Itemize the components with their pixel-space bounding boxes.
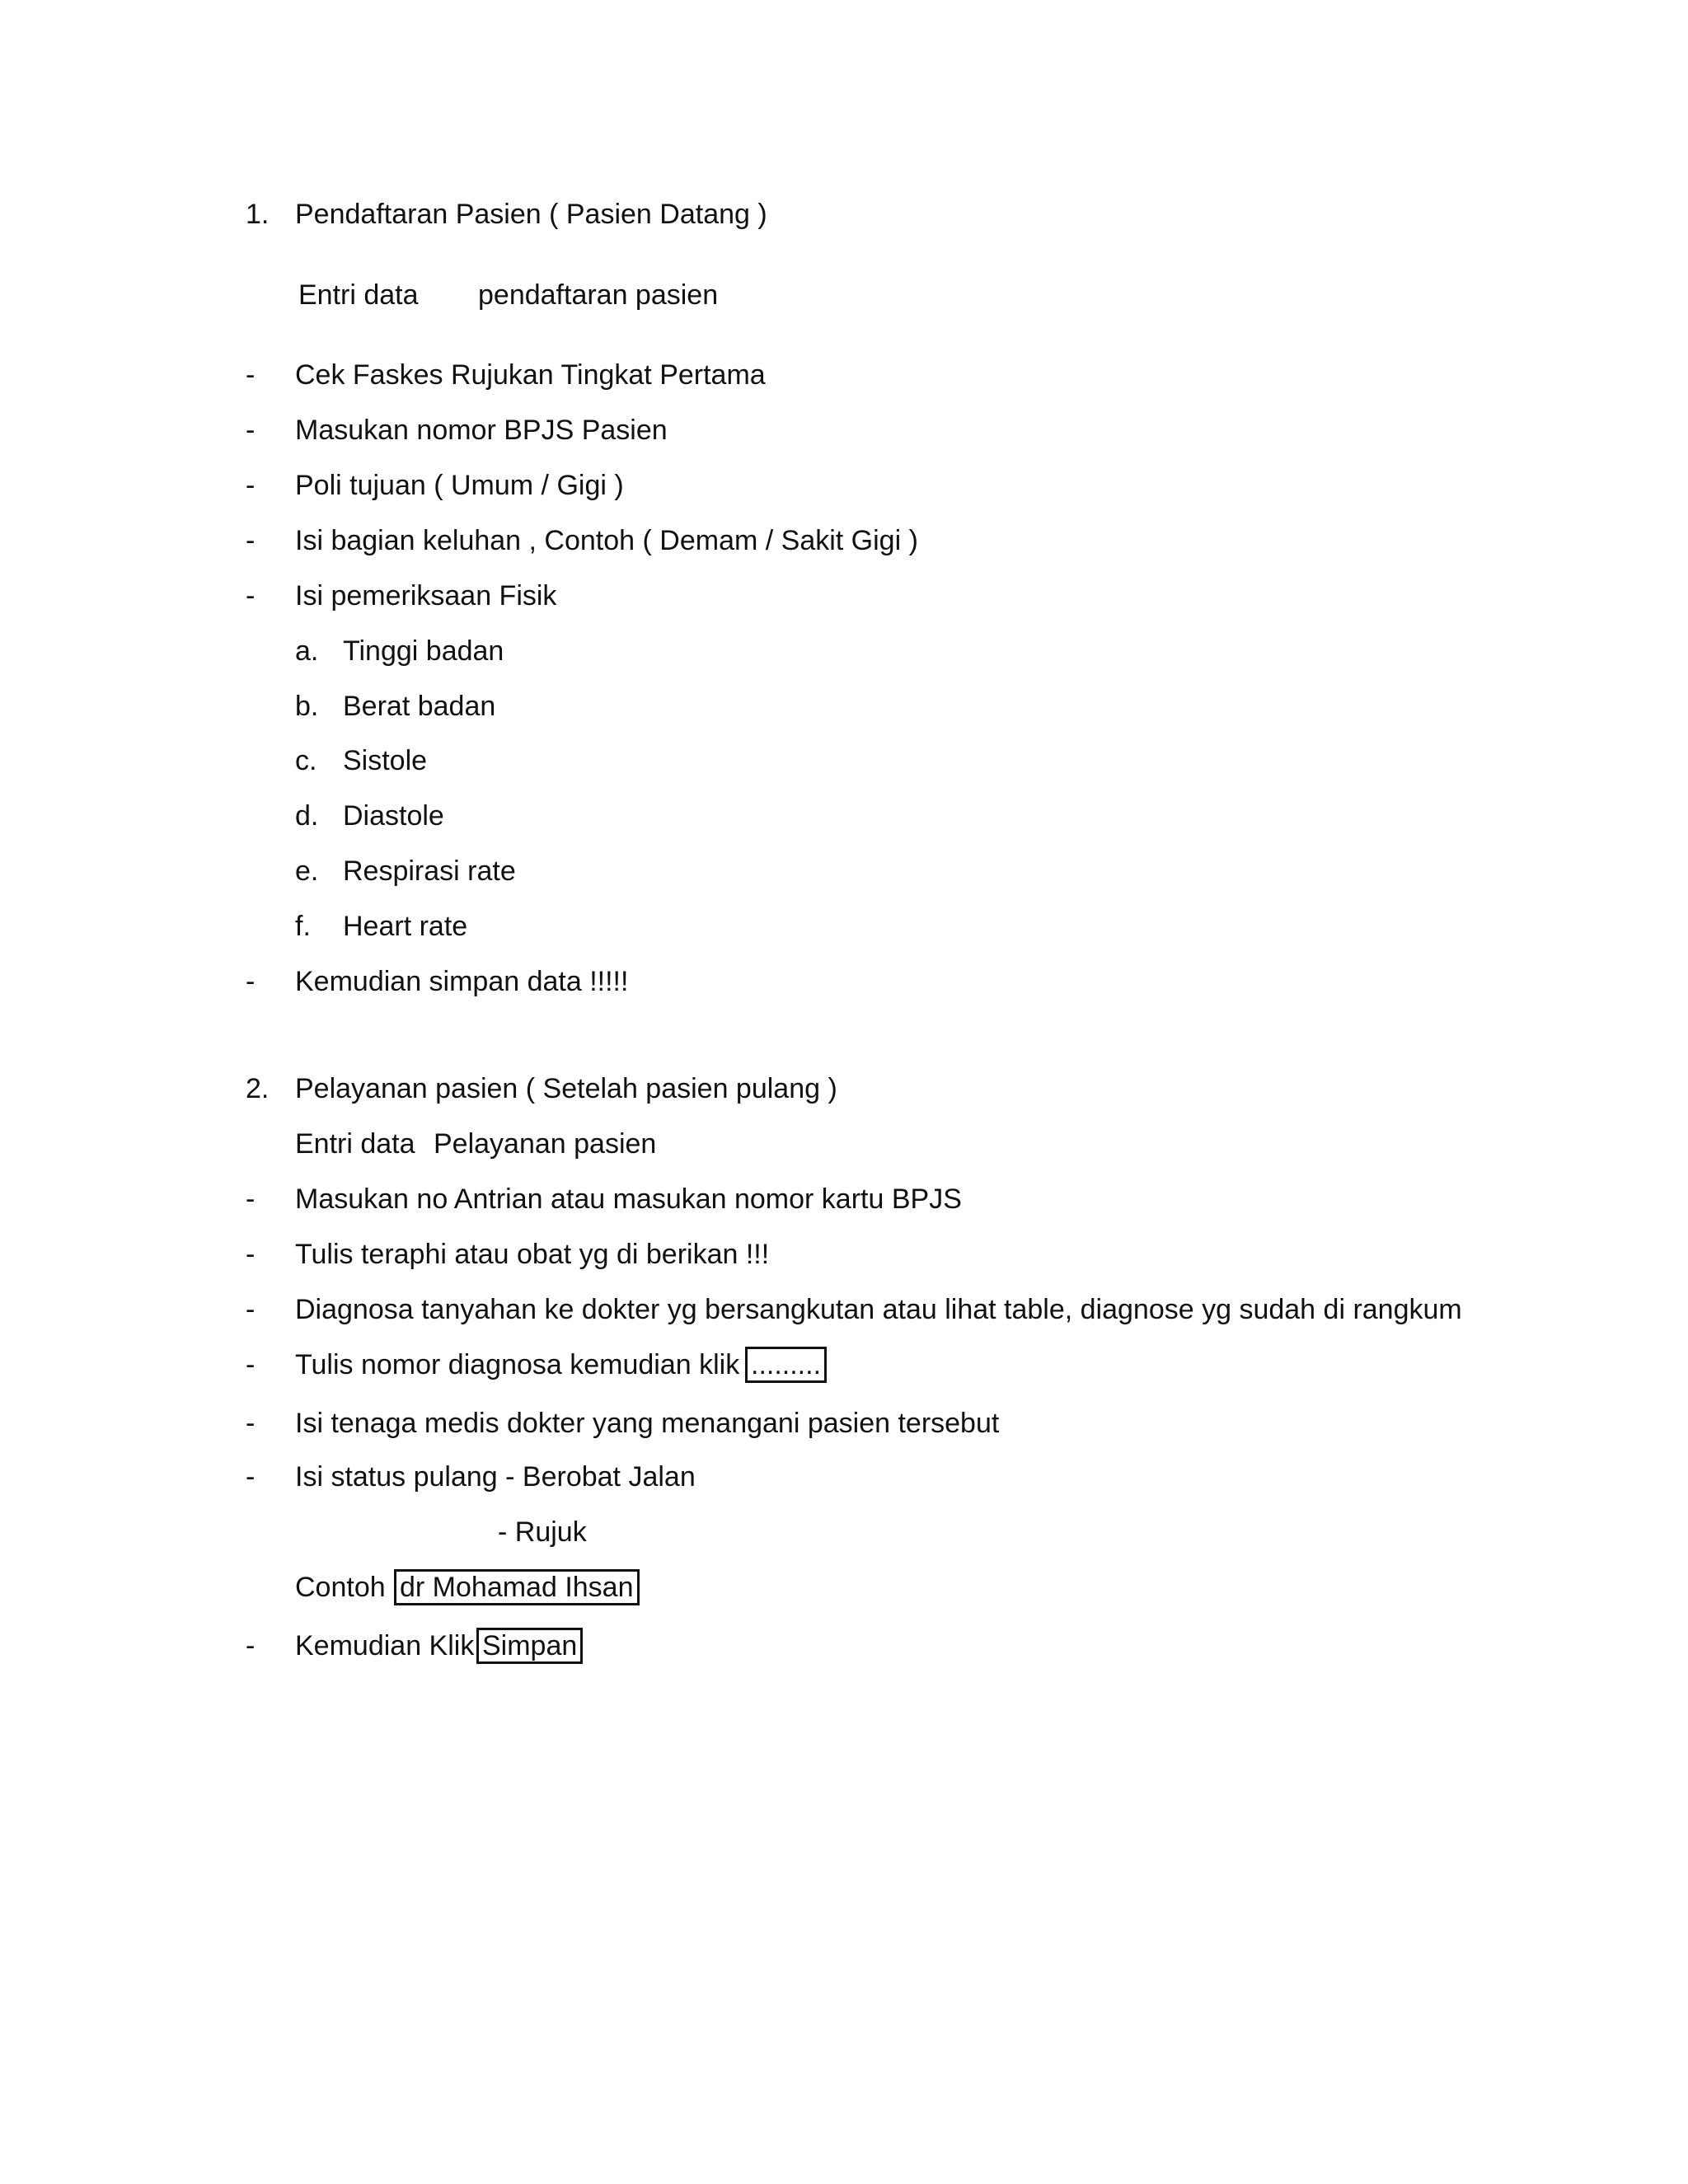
example-label: Contoh <box>295 1572 386 1603</box>
bullet: - <box>246 1239 256 1270</box>
sub-item-sistole: Sistole <box>343 745 428 776</box>
doctor-name-value: dr Mohamad Ihsan <box>394 1569 640 1605</box>
section-1-entry-label: Entri data <box>298 279 419 311</box>
bullet: - <box>246 415 256 446</box>
sub-item-diastole: Diastole <box>343 800 444 832</box>
sub-item-respirasi-rate: Respirasi rate <box>343 855 516 887</box>
doctor-name-field[interactable] <box>394 1569 640 1605</box>
step-isi-keluhan: Isi bagian keluhan , Contoh ( Demam / Sakit Gigi ) <box>295 525 918 556</box>
bullet: - <box>246 1294 256 1325</box>
step-simpan-data: Kemudian simpan data !!!!! <box>295 966 629 997</box>
bullet: - <box>246 525 256 556</box>
diagnosis-ellipsis-label: ......... <box>745 1347 827 1383</box>
section-2-title: Pelayanan pasien ( Setelah pasien pulang ) <box>295 1073 837 1104</box>
step-diagnosa: Diagnosa tanyahan ke dokter yg bersangkutan atau lihat table, diagnose yg sudah di rangkum <box>295 1294 1462 1325</box>
step-masukan-antrian: Masukan no Antrian atau masukan nomor kartu BPJS <box>295 1183 962 1215</box>
bullet: - <box>246 1183 256 1215</box>
step-isi-status-pulang: Isi status pulang - Berobat Jalan <box>295 1461 696 1493</box>
sub-item-tinggi-badan: Tinggi badan <box>343 635 504 667</box>
sub-marker: d. <box>295 800 319 832</box>
sub-marker: b. <box>295 691 319 722</box>
bullet: - <box>246 1408 256 1439</box>
bullet: - <box>246 966 256 997</box>
section-2-number: 2. <box>246 1073 270 1104</box>
step-pemeriksaan-fisik: Isi pemeriksaan Fisik <box>295 580 557 612</box>
bullet: - <box>246 580 256 612</box>
sub-marker: a. <box>295 635 319 667</box>
step-tulis-terapi: Tulis teraphi atau obat yg di berikan !!! <box>295 1239 770 1270</box>
section-1-title: Pendaftaran Pasien ( Pasien Datang ) <box>295 199 767 230</box>
section-2-entry-target: Pelayanan pasien <box>434 1128 657 1160</box>
section-1-entry-target: pendaftaran pasien <box>478 279 719 311</box>
step-isi-tenaga-medis: Isi tenaga medis dokter yang menangani pasien tersebut <box>295 1408 1000 1439</box>
sub-marker: f. <box>295 911 311 942</box>
sub-item-berat-badan: Berat badan <box>343 691 496 722</box>
step-masukan-bpjs: Masukan nomor BPJS Pasien <box>295 415 668 446</box>
bullet: - <box>246 470 256 501</box>
step-poli-tujuan: Poli tujuan ( Umum / Gigi ) <box>295 470 624 501</box>
bullet: - <box>246 1461 256 1493</box>
step-cek-faskes: Cek Faskes Rujukan Tingkat Pertama <box>295 359 766 391</box>
bullet: - <box>246 1349 256 1380</box>
bullet: - <box>246 359 256 391</box>
save-button-label: Simpan <box>476 1628 583 1664</box>
status-option-rujuk: - Rujuk <box>498 1516 587 1548</box>
step-klik-simpan: Kemudian Klik <box>295 1630 475 1661</box>
section-2-entry-label: Entri data <box>295 1128 415 1160</box>
step-tulis-nomor-diagnosa: Tulis nomor diagnosa kemudian klik <box>295 1349 740 1380</box>
section-1-number: 1. <box>246 199 270 230</box>
save-button[interactable] <box>476 1628 583 1664</box>
sub-item-heart-rate: Heart rate <box>343 911 468 942</box>
sub-marker: c. <box>295 745 317 776</box>
diagnosis-ellipsis-button[interactable] <box>745 1347 827 1383</box>
bullet: - <box>246 1630 256 1661</box>
sub-marker: e. <box>295 855 319 887</box>
